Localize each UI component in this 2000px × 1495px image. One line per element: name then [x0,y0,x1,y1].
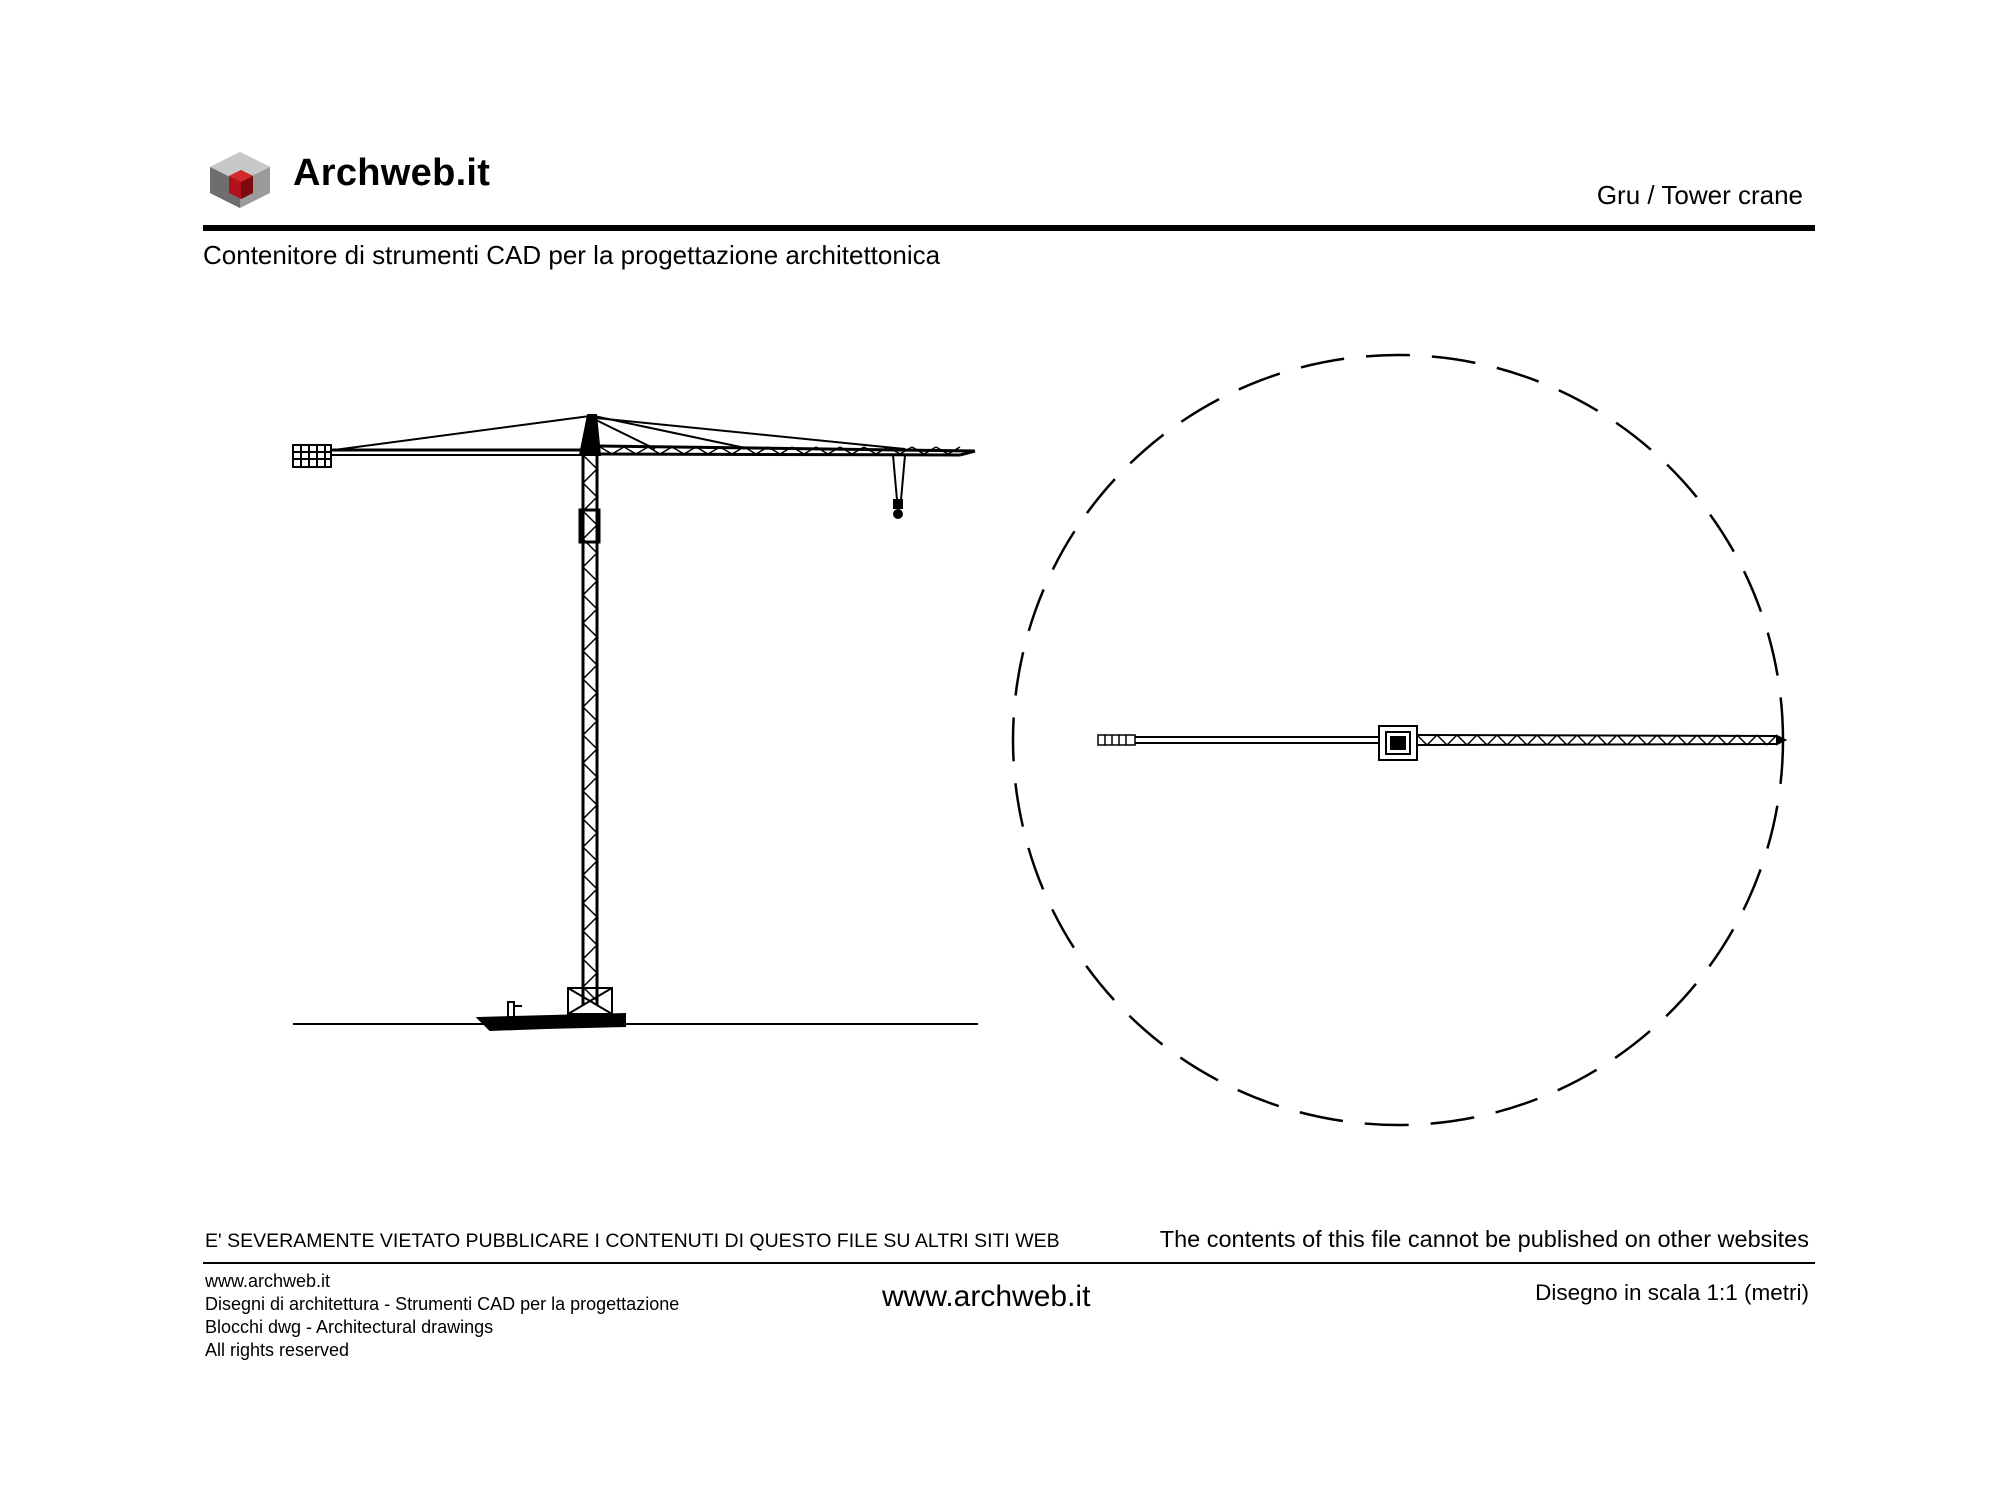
subtitle: Contenitore di strumenti CAD per la progettazione architettonica [203,240,941,270]
logo-text: Archweb.it [293,152,491,194]
footer-info [205,1270,679,1362]
crane-elevation [293,415,978,1030]
scale-note: Disegno in scala 1:1 (metri) [1535,1280,1809,1305]
crane-plan-view [1013,355,1785,1125]
crane-hook [893,455,905,518]
footer-line: Disegni di architettura - Strumenti CAD per la progettazione [205,1294,680,1314]
crane-jib [600,446,975,455]
crane-counterweight [293,445,331,467]
plan-tower [1379,726,1417,760]
warning-italian: E' SEVERAMENTE VIETATO PUBBLICARE I CONTENUTI DI QUESTO FILE SU ALTRI SITI WEB [205,1230,1060,1252]
crane-base [478,988,625,1030]
warning-english: The contents of this file cannot be published on other websites [1159,1226,1809,1252]
footer-line: Blocchi dwg - Architectural drawings [205,1317,494,1337]
page-title: Gru / Tower crane [1596,180,1803,210]
footer-line: All rights reserved [205,1340,350,1360]
plan-jib [1417,735,1785,745]
footer-line: www.archweb.it [205,1271,331,1291]
crane-mast [583,455,597,1005]
plan-counterweight [1098,735,1135,745]
footer-divider [203,1262,1815,1264]
plan-counter-jib [1135,737,1378,743]
footer-url[interactable]: www.archweb.it [882,1280,1091,1313]
crane-counter-jib [330,450,582,455]
